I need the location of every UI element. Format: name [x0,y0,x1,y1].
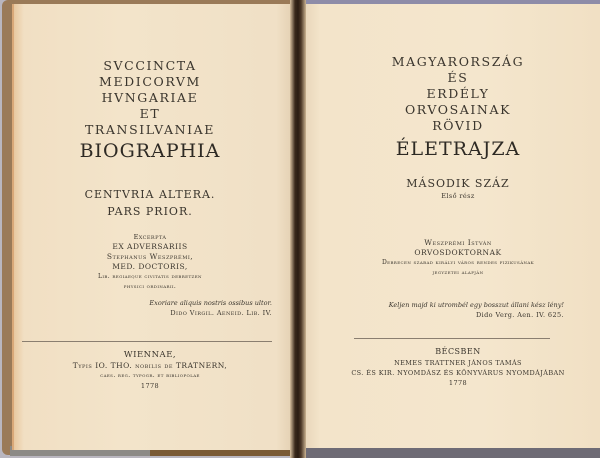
title-line: TRANSILVANIAE [84,122,216,137]
author-name: Stephanus Weszprémi, [106,252,194,261]
imprint-printer: NEMES TRATTNER JÁNOS TAMÁS [394,359,522,367]
title-line: RÖVID [432,118,484,133]
author-name: Weszprémi István [424,238,492,247]
imprint-year: 1778 [448,379,468,387]
imprint-year: 1778 [140,382,160,390]
author-degree: MED. DOCTORIS, [112,262,188,271]
epigraph-source: Dido Virgil. Aeneid. Lib. IV. [170,309,272,317]
book-spine-gutter [290,0,306,458]
main-title: BIOGRAPHIA [79,140,221,162]
title-line: ORVOSAINAK [404,102,512,117]
title-line: MAGYARORSZÁG [391,54,525,69]
subtitle-part: Első rész [441,192,475,200]
main-title: ÉLETRAJZA [395,138,521,160]
title-line: ERDÉLY [426,86,490,101]
author-degree: ORVOSDOKTORNAK [414,248,502,257]
imprint-title: caes. reg. typogr. et bibliopolae [100,372,200,379]
title-line: ÉS [447,70,469,85]
epigraph-quote: Exoriare aliquis nostris ossibus ultor. [149,299,272,307]
subtitle: PARS PRIOR. [107,205,193,218]
imprint-city: WIENNAE, [123,350,177,360]
title-line: SVCCINCTA [103,58,197,73]
subtitle: CENTVRIA ALTERA. [84,188,216,201]
author-position: physici ordinarii. [123,283,177,290]
imprint [20,349,280,391]
imprint-printer: Typis IO. THO. nobilis de TRATNERN, [72,361,228,370]
cover-edge [300,448,600,458]
author-position: jegyzetei alapján [432,269,484,276]
author-position: Lib. regiaeque civitatis debretzen [98,273,202,280]
subtitle: MÁSODIK SZÁZ [406,177,510,190]
epigraph-quote: Keljen majd ki utrombél egy bosszut állani kész lény! [388,301,564,309]
title-line: HVNGARIAE [101,90,199,105]
imprint-city: BÉCSBEN [435,347,481,356]
imprint-title: CS. ÉS KIR. NYOMDÁSZ ÉS KÖNYVÁRUS NYOMDÁJÁBAN [351,369,565,377]
divider-rule [22,341,272,342]
imprint [316,346,600,388]
excerpta-label: Excerpta [133,233,167,241]
epigraph-source: Dido Verg. Aen. IV. 625. [476,311,564,319]
title-line: MEDICORVM [99,74,201,89]
source-label: EX ADVERSARIIS [112,242,188,251]
title-line: ET [139,106,161,121]
author-position: Debrecen szabad királyi város rendes fizikusának [381,259,535,266]
divider-rule [354,338,550,339]
